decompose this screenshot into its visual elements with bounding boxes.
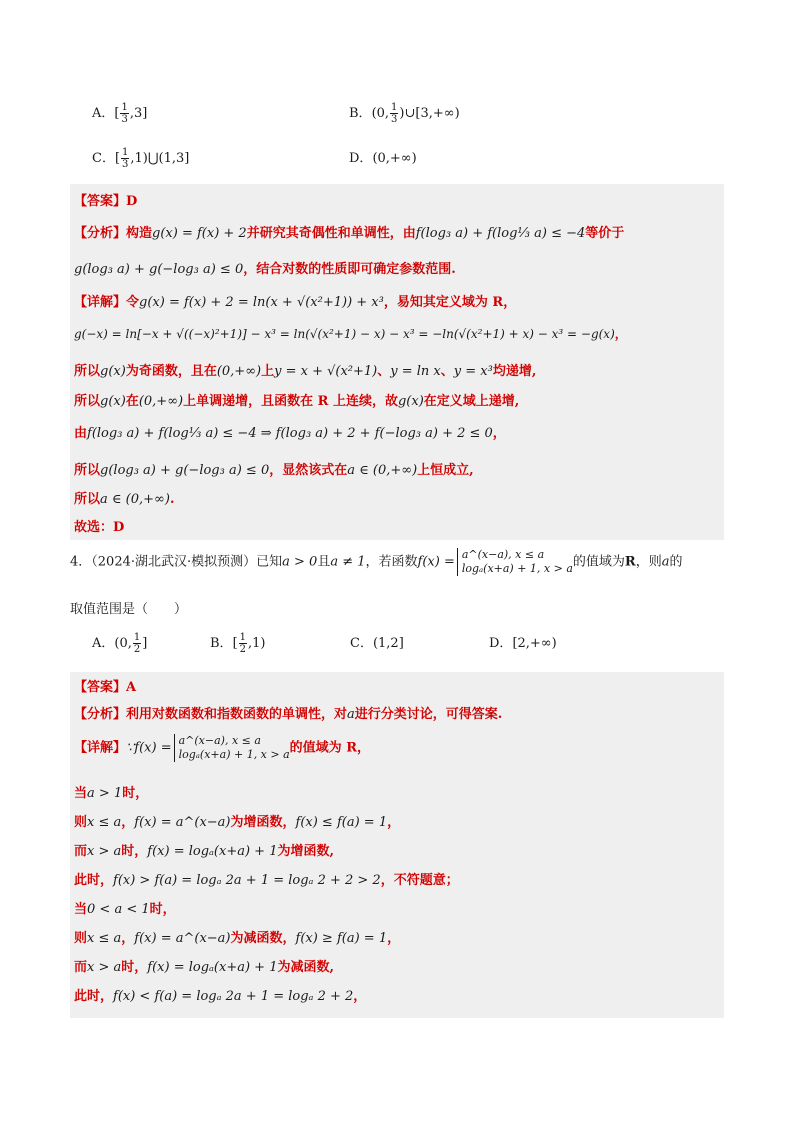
q3-choose-line: 故选：D <box>74 520 125 535</box>
q3-detail-line-4: 所以g(x)在(0,+∞)上单调递增，且函数在 R 上连续，故g(x)在定义域上递增, <box>74 394 520 409</box>
q3-option-d: D．(0,+∞) <box>349 151 417 166</box>
q4-case2-line: 当0 < a < 1时， <box>74 902 176 917</box>
q4-detail-line-1: 【详解】∵f(x) = a^(x−a), x ≤ a logₐ(x+a) + 1, x > a 的值域为 R， <box>74 734 371 761</box>
q4-question-line-2: 取值范围是（ ） <box>70 602 188 617</box>
q4-option-d: D．[2,+∞) <box>489 636 557 651</box>
q3-option-c: C．[ $\frac{1}{3}$ ,1)⋃(1,3] <box>92 147 190 170</box>
q3-detail-line-1: 【详解】令g(x) = f(x) + 2 = ln(x + √(x²+1)) + x³，易知其定义域为 R， <box>74 295 517 310</box>
q4-case2-detail-1: 则x ≤ a，f(x) = a^(x−a)为减函数，f(x) ≥ f(a) = 1， <box>74 931 401 946</box>
q3-answer-line: 【答案】D <box>74 194 138 209</box>
q4-option-a: A．(0, $\frac{1}{2}$ ] <box>92 632 148 655</box>
q4-answer-box <box>70 672 724 1018</box>
q4-case2-detail-2: 而x > a时，f(x) = logₐ(x+a) + 1为减函数, <box>74 960 334 975</box>
q4-piecewise: a^(x−a), x ≤ a logₐ(x+a) + 1, x > a <box>457 548 573 576</box>
q4-case2-detail-3: 此时，f(x) < f(a) = logₐ 2a + 1 = logₐ 2 + 2， <box>74 989 367 1004</box>
q3-analysis-line-1: 【分析】构造g(x) = f(x) + 2并研究其奇偶性和单调性，由f(log₃ a) + f(log⅓ a) ≤ −4等价于 <box>74 226 625 241</box>
q4-answer-line: 【答案】A <box>74 680 137 695</box>
q4-option-c: C．(1,2] <box>350 636 404 651</box>
q4-case1-detail-3: 此时，f(x) > f(a) = logₐ 2a + 1 = logₐ 2 + 2 > 2，不符题意； <box>74 873 459 888</box>
q3-option-b: B．(0, $\frac{1}{3}$ )∪[3,+∞) <box>349 102 460 125</box>
q3-detail-line-5: 由f(log₃ a) + f(log⅓ a) ≤ −4 ⇒ f(log₃ a) + 2 + f(−log₃ a) + 2 ≤ 0， <box>74 426 506 441</box>
q3-option-a: A．[ $\frac{1}{3}$ ,3] <box>92 102 148 125</box>
q3-detail-line-3: 所以g(x)为奇函数，且在(0,+∞)上y = x + √(x²+1)、y = ln x、y = x³均递增, <box>74 364 537 379</box>
q3-detail-line-7: 所以a ∈ (0,+∞). <box>74 492 175 507</box>
q3-detail-line-2: g(−x) = ln[−x + √((−x)²+1)] − x³ = ln(√(x²+1) − x) − x³ = −ln(√(x²+1) + x) − x³ = −g(x)， <box>74 327 627 341</box>
q4-option-b: B．[ $\frac{1}{2}$ ,1) <box>210 632 266 655</box>
q4-detail-piecewise: a^(x−a), x ≤ a logₐ(x+a) + 1, x > a <box>174 734 290 762</box>
q4-analysis-line: 【分析】利用对数函数和指数函数的单调性，对a进行分类讨论，可得答案. <box>74 707 503 722</box>
q3-detail-line-6: 所以g(log₃ a) + g(−log₃ a) ≤ 0，显然该式在a ∈ (0,+∞)上恒成立, <box>74 463 474 478</box>
q3-answer-box <box>70 184 724 540</box>
q4-case1-detail-2: 而x > a时，f(x) = logₐ(x+a) + 1为增函数, <box>74 844 334 859</box>
q4-case1-detail-1: 则x ≤ a，f(x) = a^(x−a)为增函数，f(x) ≤ f(a) = 1， <box>74 815 401 830</box>
q3-analysis-line-2: g(log₃ a) + g(−log₃ a) ≤ 0，结合对数的性质即可确定参数范围. <box>74 262 456 277</box>
q4-case1-line: 当a > 1时， <box>74 786 149 801</box>
q4-question-line-1: 4．（2024·湖北武汉·模拟预测）已知a > 0且a ≠ 1，若函数f(x) = a^(x−a), x ≤ a logₐ(x+a) + 1, x > a 的值域为R，则a的 <box>70 548 683 575</box>
